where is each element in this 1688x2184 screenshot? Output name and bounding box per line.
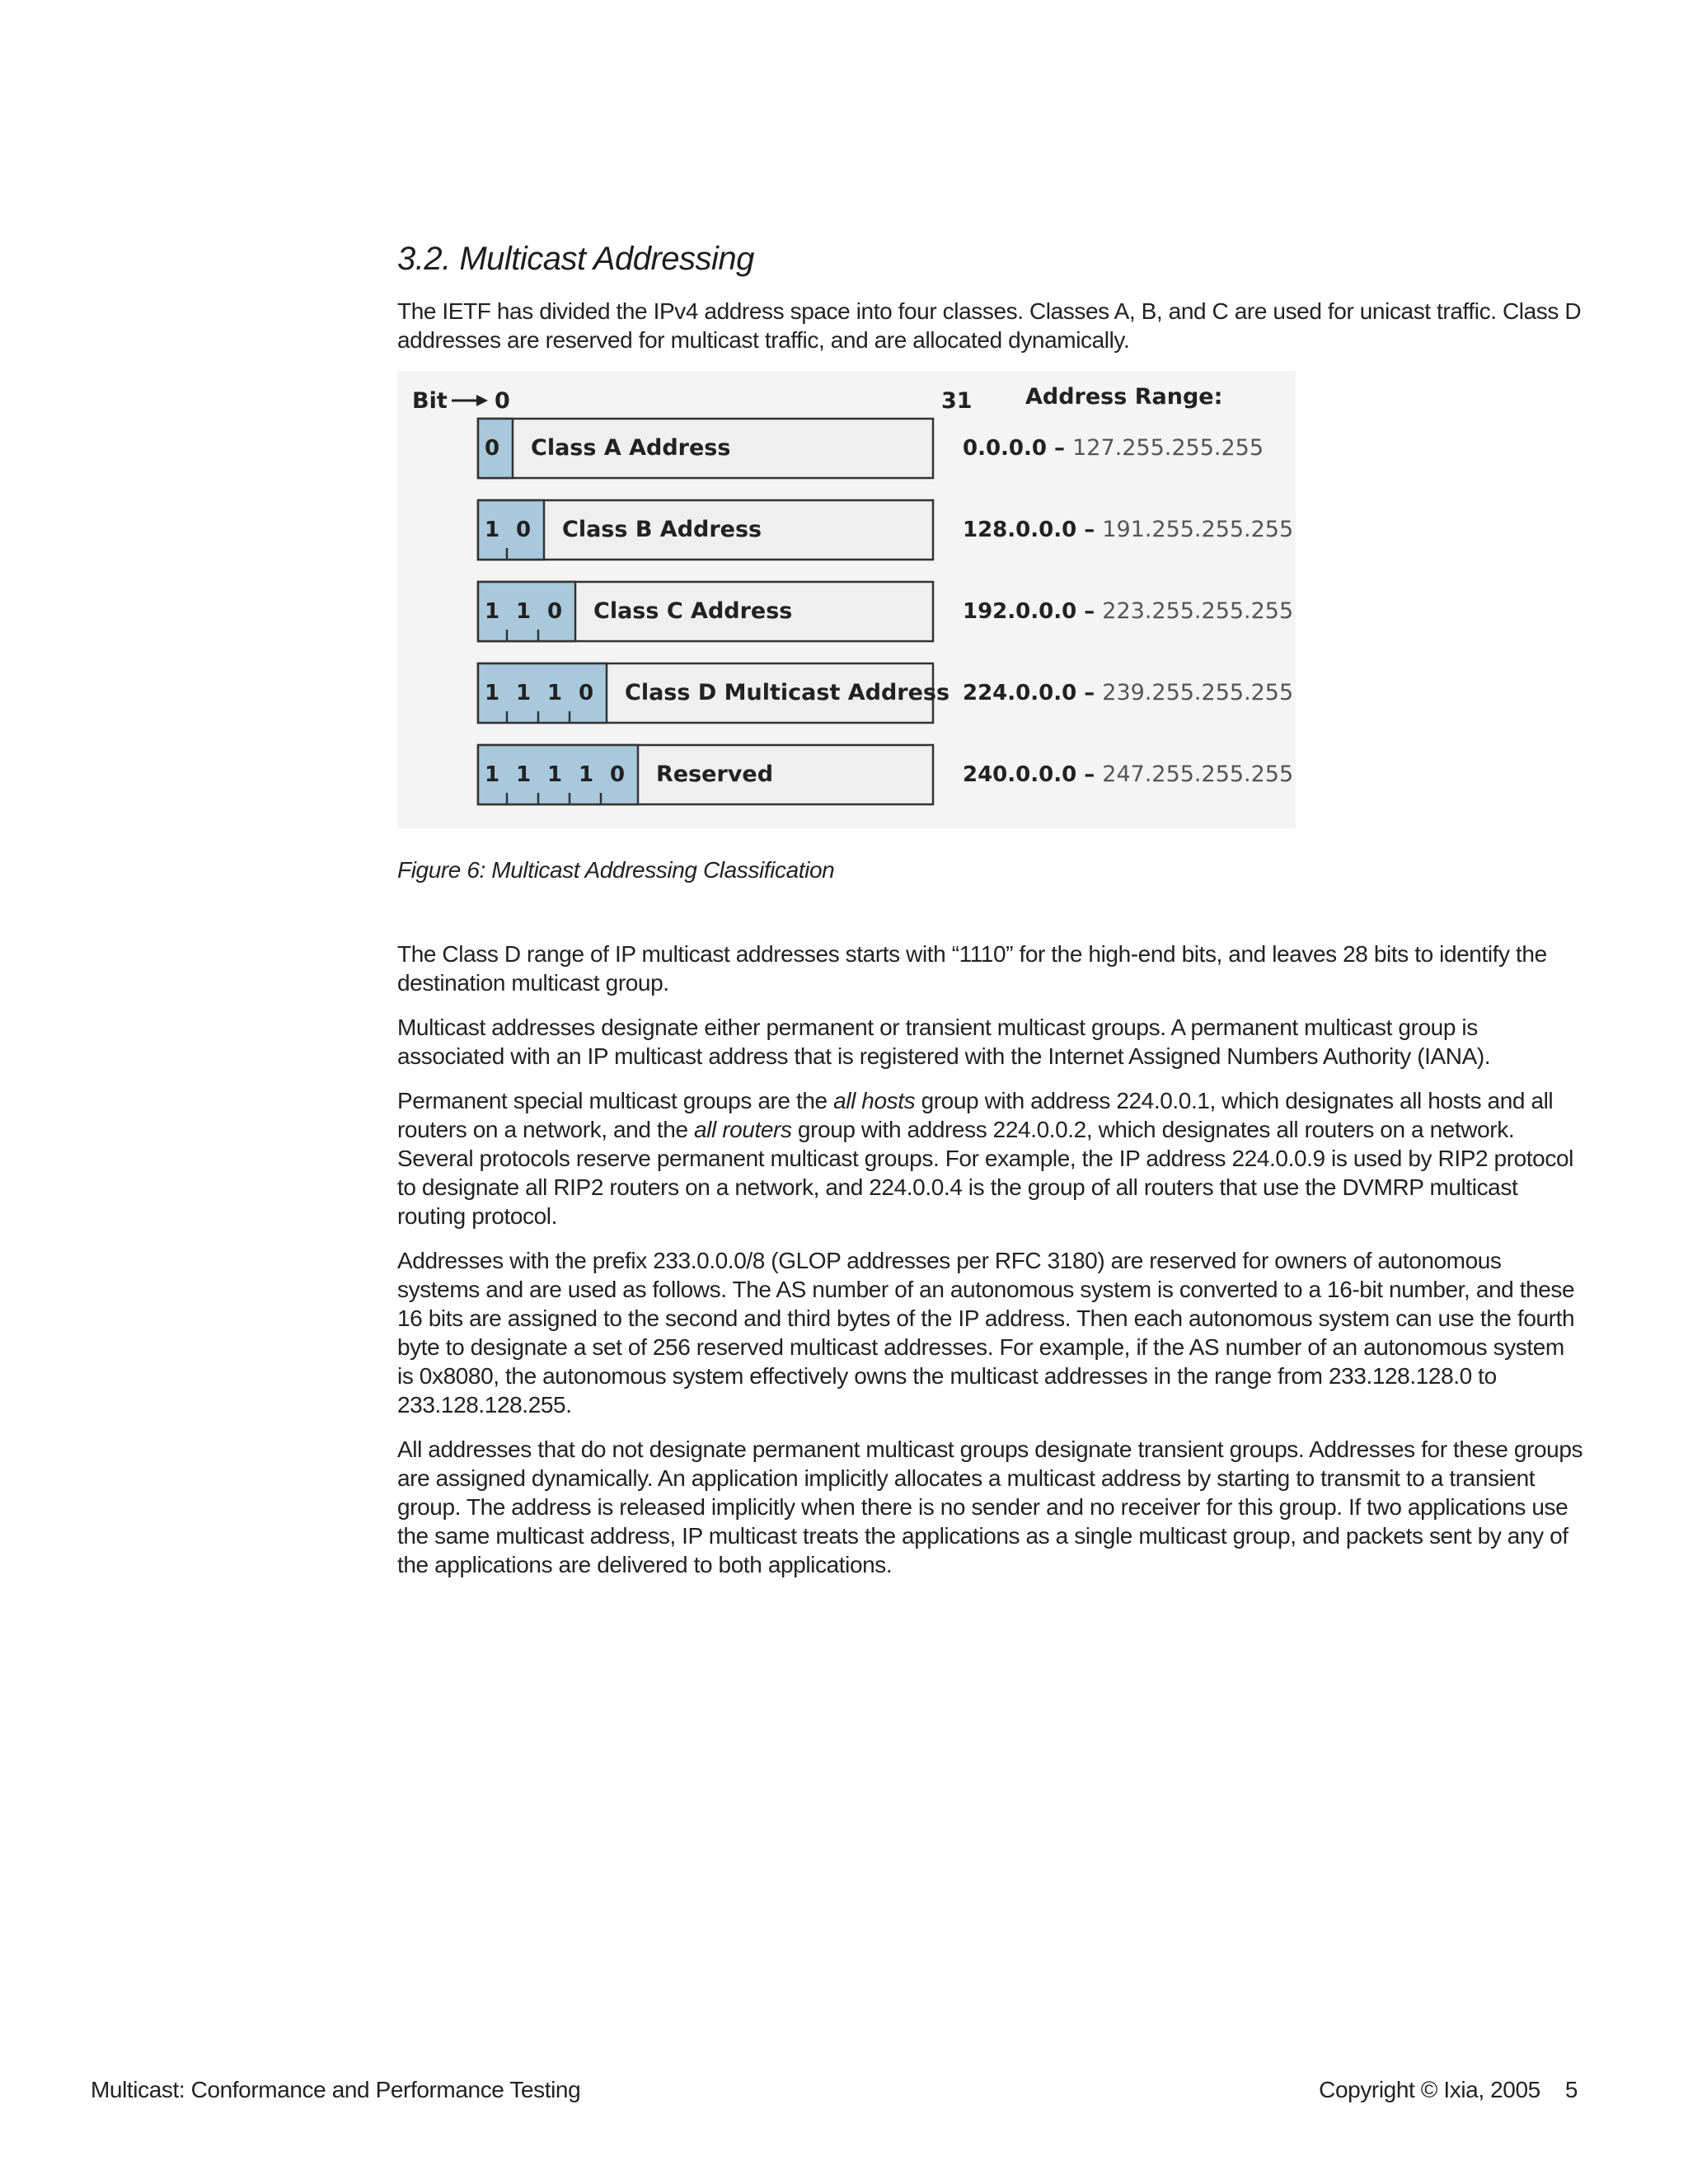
prefix-bit: 0 xyxy=(547,599,563,624)
address-class-row xyxy=(478,419,1264,478)
prefix-bit: 1 xyxy=(579,762,594,787)
text-span: group with address 224.0.0.1, which designates all hosts and all routers on a network, and the xyxy=(397,1088,1554,1142)
range-end: 191.255.255.255 xyxy=(1102,517,1294,542)
emphasis-all-routers: all routers xyxy=(694,1117,792,1142)
prefix-bit: 0 xyxy=(485,436,500,461)
paragraph-permanent-transient: Multicast addresses designate either permanent or transient multicast groups. A permanent multicast group is associated with an IP multicast address that is registered with the Internet Assigned Numbers Authority (IANA). xyxy=(397,1015,1491,1069)
paragraph-transient: All addresses that do not designate permanent multicast groups designate transient groups. Addresses for these groups are assigned dynamically. An application implicitly allocates a multicast address by starting to transmit to a transient group. The address is released implicitly when there is no sender and no receiver for this group. If two applications use the same multicast address, IP multicast treats the applications as a single multicast group, and packets sent by any of the applications are delivered to both applications. xyxy=(397,1436,1583,1577)
address-range-header: Address Range: xyxy=(1025,384,1223,410)
footer-copyright: Copyright © Ixia, 2005 xyxy=(1319,2077,1540,2102)
figure-caption: Figure 6: Multicast Addressing Classification xyxy=(397,857,835,883)
address-class-label: Class A Address xyxy=(531,435,731,461)
prefix-bit: 1 xyxy=(547,762,563,787)
range-start: 240.0.0.0 – 247.255.255.255 xyxy=(963,762,1294,787)
paragraph-glop: Addresses with the prefix 233.0.0.0/8 (GLOP addresses per RFC 3180) are reserved for owners of autonomous systems and are used as follows. The AS number of an autonomous system is converted to a 16-bit number, and these 16 bits are assigned to the second and third bytes of the IP address. Then each autonomous system can use the fourth byte to designate a set of 256 reserved multicast addresses. For example, if the AS number of an autonomous system is 0x8080, the autonomous system effectively owns the multicast addresses in the range from 233.128.128.0 to 233.128.128.255. xyxy=(397,1248,1575,1418)
range-start: 192.0.0.0 – 223.255.255.255 xyxy=(963,598,1294,624)
text-span: group with address 224.0.0.2, which designates all routers on a network. Several protocols reserve permanent multicast groups. For example, the IP address 224.0.0.9 is used by RIP2 protocol to designate all RIP2 routers on a network, and 224.0.0.4 is the group of all routers that use the DVMRP multicast routing protocol. xyxy=(397,1117,1573,1229)
prefix-bit: 0 xyxy=(610,762,626,787)
range-end: 247.255.255.255 xyxy=(1102,762,1294,787)
intro-paragraph: The IETF has divided the IPv4 address space into four classes. Classes A, B, and C are used for unicast traffic. Class D addresses are reserved for multicast traffic, and are allocated dynamically. xyxy=(397,298,1582,353)
prefix-bit: 1 xyxy=(485,762,500,787)
bit-arrow-icon xyxy=(452,395,488,406)
range-start: 0.0.0.0 – 127.255.255.255 xyxy=(963,435,1264,461)
bit-label: Bit xyxy=(412,388,448,414)
prefix-bit: 1 xyxy=(516,599,532,624)
range-end: 127.255.255.255 xyxy=(1072,435,1264,461)
address-class-row xyxy=(478,663,1293,723)
range-end: 239.255.255.255 xyxy=(1102,680,1294,705)
prefix-bit: 0 xyxy=(516,518,532,542)
prefix-bit: 0 xyxy=(579,681,594,705)
address-class-label: Reserved xyxy=(656,762,774,787)
prefix-bit: 1 xyxy=(516,762,532,787)
footer-title: Multicast: Conformance and Performance Testing xyxy=(91,2077,581,2102)
prefix-bit: 1 xyxy=(485,518,500,542)
address-class-rows xyxy=(478,419,1293,804)
emphasis-all-hosts: all hosts xyxy=(833,1088,916,1113)
bit-end-label: 31 xyxy=(941,388,973,414)
address-class-row xyxy=(478,745,1293,804)
address-class-row xyxy=(478,582,1293,641)
section-title: 3.2. Multicast Addressing xyxy=(397,241,754,277)
address-class-figure xyxy=(397,371,1296,828)
address-class-label: Class D Multicast Address xyxy=(625,680,950,705)
prefix-bit: 1 xyxy=(547,681,563,705)
prefix-bit: 1 xyxy=(516,681,532,705)
prefix-bit: 1 xyxy=(485,599,500,624)
range-start: 224.0.0.0 – 239.255.255.255 xyxy=(963,680,1294,705)
prefix-bit: 1 xyxy=(485,681,500,705)
page-number: 5 xyxy=(1564,2077,1578,2102)
address-class-row xyxy=(478,500,1293,560)
range-end: 223.255.255.255 xyxy=(1102,598,1294,624)
address-class-diagram xyxy=(397,371,1296,828)
address-class-label: Class B Address xyxy=(562,517,762,542)
footer-right xyxy=(1319,2077,1578,2103)
address-class-label: Class C Address xyxy=(593,598,793,624)
paragraph-class-d: The Class D range of IP multicast addresses starts with “1110” for the high-end bits, and leaves 28 bits to identify the destination multicast group. xyxy=(397,941,1547,996)
text-span: Permanent special multicast groups are the xyxy=(397,1088,834,1113)
paragraph-special-groups xyxy=(397,1086,1584,1230)
body-text xyxy=(397,940,1584,1595)
range-start: 128.0.0.0 – 191.255.255.255 xyxy=(963,517,1294,542)
bit-start-label: 0 xyxy=(495,388,510,414)
